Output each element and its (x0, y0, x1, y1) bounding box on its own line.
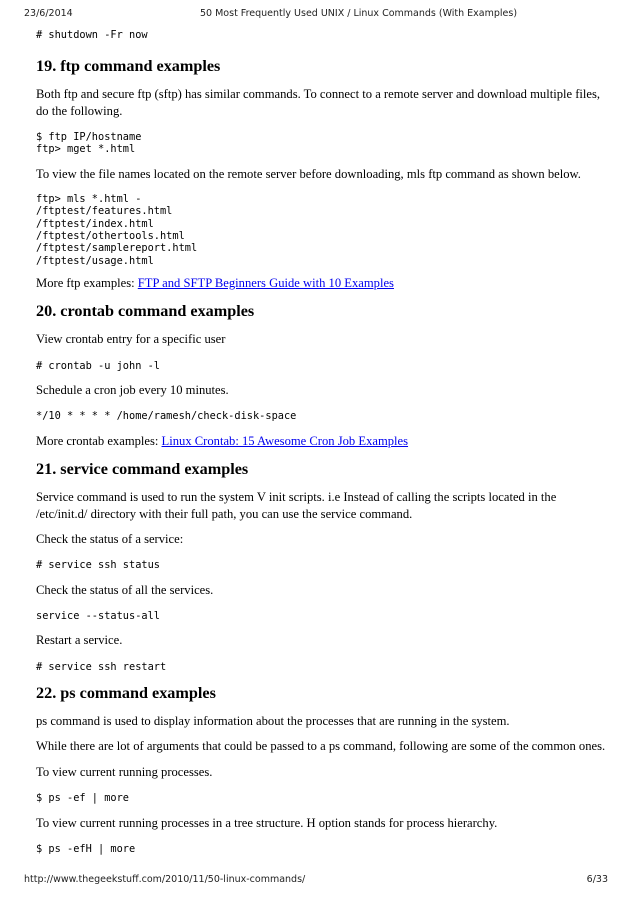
footer-url: http://www.thegeekstuff.com/2010/11/50-linux-commands/ (24, 874, 306, 885)
paragraph: Service command is used to run the system V init scripts. i.e Instead of calling the scripts located in the /etc/init.d/ directory with their full path, you can use the service command. (36, 490, 557, 521)
header-title: 50 Most Frequently Used UNIX / Linux Commands (With Examples) (200, 8, 518, 19)
paragraph: To view the file names located on the remote server before downloading, mls ftp command as shown below. (36, 166, 581, 181)
more-prefix: More crontab examples: (36, 433, 162, 448)
code-block: # service ssh restart (36, 660, 167, 673)
section-heading-ftp: 19. ftp command examples (36, 57, 221, 76)
paragraph: To view current running processes in a tree structure. H option stands for process hierarchy. (36, 815, 498, 830)
code-block: # crontab -u john -l (36, 359, 160, 372)
paragraph: Schedule a cron job every 10 minutes. (36, 383, 229, 397)
paragraph: Check the status of all the services. (36, 582, 214, 597)
paragraph: Check the status of a service: (36, 531, 184, 546)
code-block: # shutdown -Fr now (36, 29, 148, 41)
crontab-guide-link[interactable]: Linux Crontab: 15 Awesome Cron Job Examples (161, 433, 409, 448)
section-heading-service: 21. service command examples (36, 460, 249, 479)
more-examples-ftp (36, 275, 606, 291)
section-heading-ps: 22. ps command examples (36, 684, 216, 703)
code-block: $ ps -ef | more (36, 792, 129, 805)
section-heading-crontab: 20. crontab command examples (36, 302, 255, 321)
code-block: $ ps -efH | more (36, 842, 136, 855)
header-date: 23/6/2014 (24, 8, 73, 19)
paragraph: Both ftp and secure ftp (sftp) has similar commands. To connect to a remote server and download multiple files, do the following. (36, 87, 601, 118)
paragraph: ps command is used to display information about the processes that are running in the system. (36, 714, 510, 729)
ftp-guide-link[interactable]: FTP and SFTP Beginners Guide with 10 Examples (137, 275, 394, 290)
paragraph: While there are lot of arguments that could be passed to a ps command, following are some of the common ones. (36, 739, 606, 754)
code-block: $ ftp IP/hostname ftp> mget *.html (36, 131, 142, 156)
paragraph: Restart a service. (36, 633, 123, 648)
more-prefix: More ftp examples: (36, 275, 138, 290)
paragraph: To view current running processes. (36, 764, 213, 779)
code-block: */10 * * * * /home/ramesh/check-disk-space (36, 410, 297, 423)
article-content (36, 28, 606, 855)
page-header (0, 8, 638, 22)
code-block: # service ssh status (36, 559, 160, 572)
paragraph: View crontab entry for a specific user (36, 332, 226, 347)
code-block: service --status-all (36, 610, 160, 623)
code-block: ftp> mls *.html - /ftptest/features.html /ftptest/index.html /ftptest/othertools.html /ftptest/samplereport.html /ftptest/usage.html (36, 193, 198, 267)
page-number: 6/33 (586, 874, 608, 885)
more-examples-crontab (36, 433, 606, 449)
